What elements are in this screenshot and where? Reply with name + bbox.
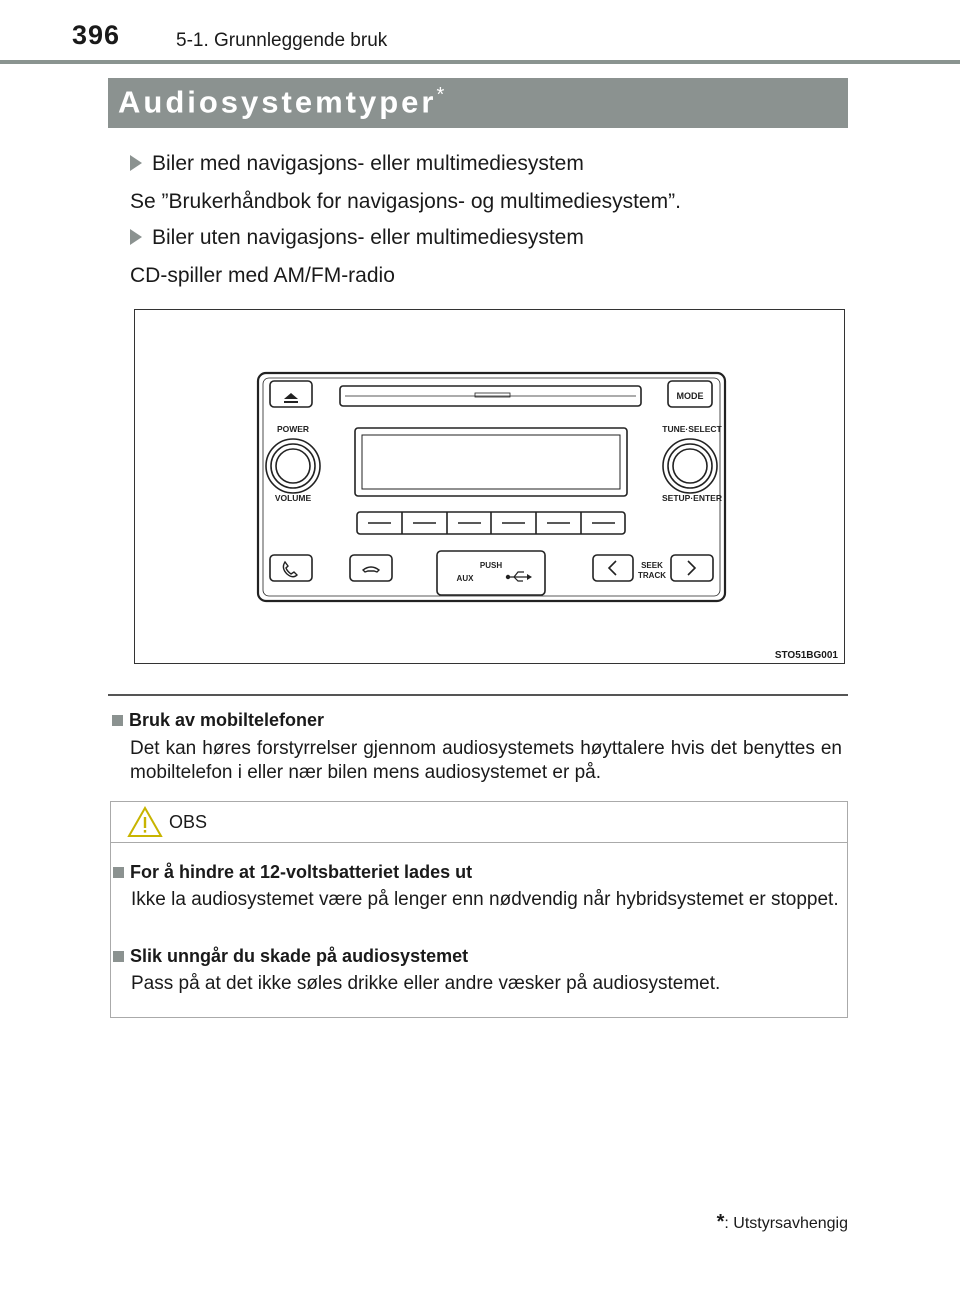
page-number: 396 xyxy=(72,20,121,50)
item-heading-2-text: Biler uten navigasjons- eller multimediesystem xyxy=(152,226,584,249)
obs-item-heading-2 xyxy=(113,946,468,967)
figure-caption: STO51BG001 xyxy=(774,650,838,661)
obs-item-heading-1 xyxy=(113,862,472,883)
item-heading-1-text: Biler med navigasjons- eller multimediesystem xyxy=(152,152,584,175)
square-bullet-icon xyxy=(113,951,124,962)
section-breadcrumb: 5-1. Grunnleggende bruk xyxy=(176,30,388,51)
item-body-2: CD-spiller med AM/FM-radio xyxy=(130,264,395,287)
square-bullet-icon xyxy=(113,867,124,878)
triangle-bullet-icon xyxy=(130,155,142,171)
obs-item-body-1: Ikke la audiosystemet være på lenger enn nødvendig når hybridsystemet er stoppet. xyxy=(131,889,839,910)
page-title-text: Audiosystemtyper xyxy=(118,84,437,120)
warning-box xyxy=(110,801,848,1018)
setup-enter-label: SETUP·ENTER xyxy=(662,493,722,503)
audio-unit-illustration xyxy=(135,310,844,663)
title-asterisk: * xyxy=(436,84,445,106)
push-label: PUSH xyxy=(479,561,503,570)
mobile-section-heading xyxy=(112,710,324,731)
footnote-text: : Utstyrsavhengig xyxy=(724,1215,848,1232)
item-heading-2 xyxy=(130,226,584,250)
obs-item-heading-2-text: Slik unngår du skade på audiosystemet xyxy=(130,946,469,966)
track-label: TRACK xyxy=(638,571,666,580)
square-bullet-icon xyxy=(112,715,123,726)
header-divider xyxy=(0,60,960,64)
volume-label: VOLUME xyxy=(274,493,312,503)
mobile-heading-text: Bruk av mobiltelefoner xyxy=(129,710,325,730)
tune-select-label: TUNE·SELECT xyxy=(662,424,722,434)
item-body-1: Se ”Brukerhåndbok for navigasjons- og multimediesystem”. xyxy=(130,190,681,213)
seek-label: SEEK xyxy=(641,561,663,570)
title-bar xyxy=(108,78,848,128)
footnote xyxy=(717,1211,848,1234)
footnote-asterisk: * xyxy=(716,1211,725,1233)
warning-triangle-icon xyxy=(127,806,163,838)
mode-label: MODE xyxy=(676,391,704,401)
page-title xyxy=(118,84,444,120)
obs-item-heading-1-text: For å hindre at 12-voltsbatteriet lades ut xyxy=(130,862,473,882)
power-label: POWER xyxy=(276,424,310,434)
section-divider xyxy=(108,694,848,696)
aux-label: AUX xyxy=(456,574,474,583)
warning-header xyxy=(111,802,847,843)
audio-unit-figure xyxy=(134,309,845,664)
item-heading-1 xyxy=(130,152,584,176)
mobile-section-body: Det kan høres forstyrrelser gjennom audiosystemets høyttalere hvis det benyttes en mobiltelefon i eller nær bilen mens audiosystemet er på. xyxy=(130,738,842,783)
warning-label: OBS xyxy=(169,812,208,832)
triangle-bullet-icon xyxy=(130,229,142,245)
obs-item-body-2: Pass på at det ikke søles drikke eller andre væsker på audiosystemet. xyxy=(131,973,721,994)
